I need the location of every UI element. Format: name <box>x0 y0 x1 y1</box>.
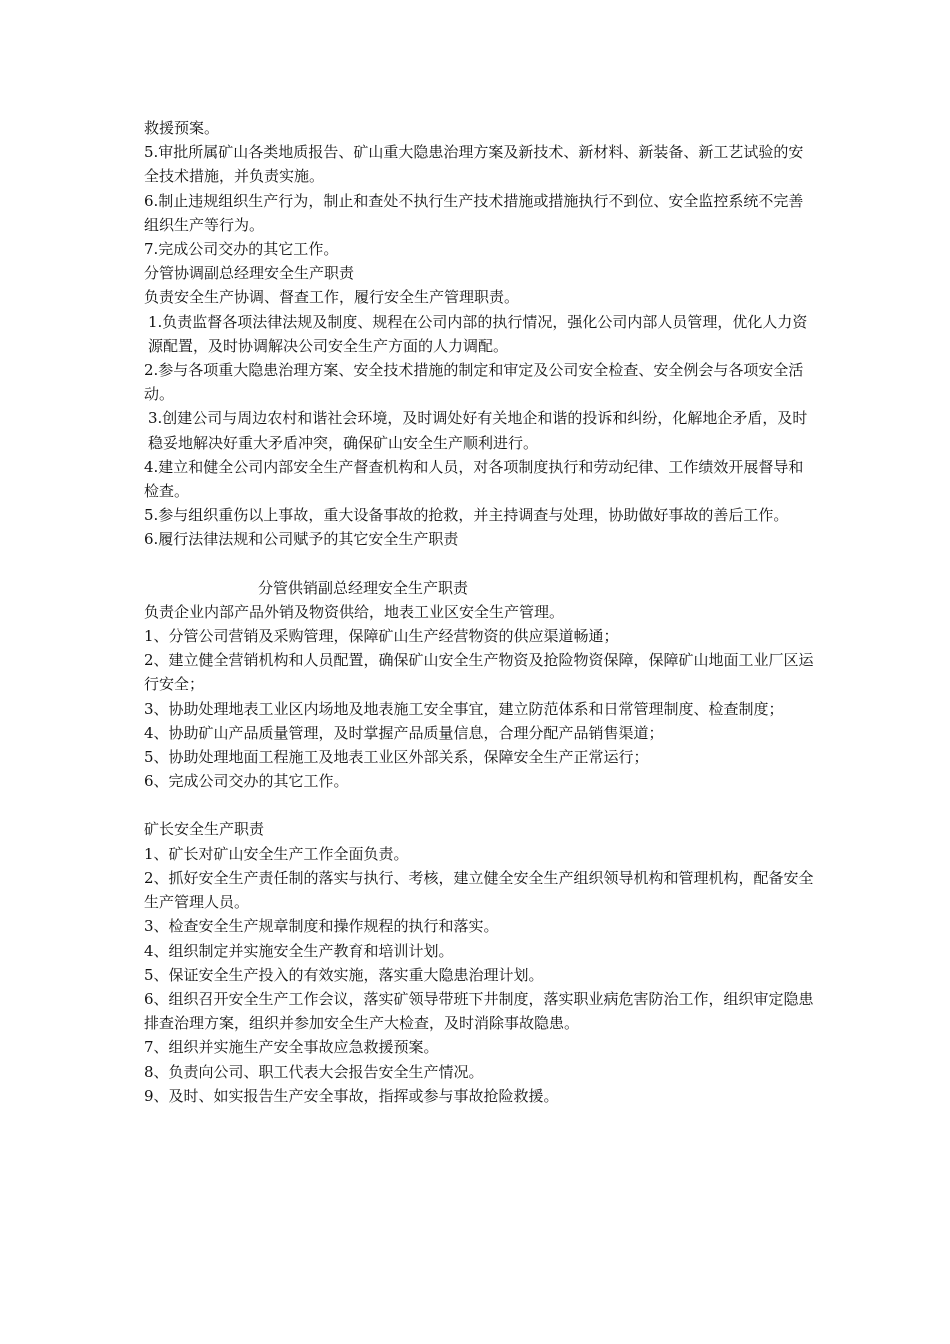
list-item: 1.负责监督各项法律法规及制度、规程在公司内部的执行情况，强化公司内部人员管理，优化人力资源配置，及时协调解决公司安全生产方面的人力调配。 <box>148 312 808 355</box>
list-item: 7、组织并实施生产安全事故应急救援预案。 <box>144 1038 439 1057</box>
list-item: 2.参与各项重大隐患治理方案、安全技术措施的制定和审定及公司安全检查、安全例会与各项安全活动。 <box>144 361 804 404</box>
list-item: 2、建立健全营销机构和人员配置，确保矿山安全生产物资及抢险物资保障，保障矿山地面工业厂区运行安全； <box>144 651 814 694</box>
list-item: 6、完成公司交办的其它工作。 <box>144 772 349 791</box>
list-item: 5、保证安全生产投入的有效实施，落实重大隐患治理计划。 <box>144 965 544 984</box>
section-title: 分管协调副总经理安全生产职责 <box>144 264 355 283</box>
section-3 <box>144 576 816 794</box>
section-1 <box>144 116 816 261</box>
list-item: 5.参与组织重伤以上事故，重大设备事故的抢救，并主持调查与处理，协助做好事故的善后工作。 <box>144 506 789 525</box>
list-item: 4.建立和健全公司内部安全生产督查机构和人员，对各项制度执行和劳动纪律、工作绩效开展督导和检查。 <box>144 457 804 501</box>
list-item: 4、协助矿山产品质量管理，及时掌握产品质量信息，合理分配产品销售渠道； <box>144 723 664 742</box>
list-item: 1、矿长对矿山安全生产工作全面负责。 <box>144 844 409 863</box>
spacer <box>144 793 816 817</box>
spacer <box>144 552 816 576</box>
document-page <box>144 116 816 1108</box>
list-item: 2、抓好安全生产责任制的落实与执行、考核，建立健全安全生产组织领导机构和管理机构，配备安全生产管理人员。 <box>144 868 814 912</box>
paragraph: 7.完成公司交办的其它工作。 <box>144 240 339 259</box>
list-item: 5、协助处理地面工程施工及地表工业区外部关系，保障安全生产正常运行； <box>144 748 649 767</box>
section-title: 矿长安全生产职责 <box>144 820 265 839</box>
list-item: 6、组织召开安全生产工作会议，落实矿领导带班下井制度，落实职业病危害防治工作，组织审定隐患排查治理方案，组织并参加安全生产大检查，及时消除事故隐患。 <box>144 989 814 1033</box>
section-2 <box>144 261 816 551</box>
paragraph: 救援预案。 <box>144 119 220 137</box>
paragraph: 5.审批所属矿山各类地质报告、矿山重大隐患治理方案及新技术、新材料、新装备、新工艺试验的安全技术措施，并负责实施。 <box>144 143 804 186</box>
section-4 <box>144 817 816 1107</box>
list-item: 1、分管公司营销及采购管理，保障矿山生产经营物资的供应渠道畅通； <box>144 627 619 646</box>
list-item: 6.履行法律法规和公司赋予的其它安全生产职责 <box>144 530 459 549</box>
section-title: 分管供销副总经理安全生产职责 <box>258 578 469 597</box>
list-item: 3、协助处理地表工业区内场地及地表施工安全事宜，建立防范体系和日常管理制度、检查制度； <box>144 699 784 718</box>
section-intro: 负责企业内部产品外销及物资供给，地表工业区安全生产管理。 <box>144 602 565 621</box>
paragraph: 6.制止违规组织生产行为，制止和查处不执行生产技术措施或措施执行不到位、安全监控系统不完善组织生产等行为。 <box>144 191 804 234</box>
list-item: 4、组织制定并实施安全生产教育和培训计划。 <box>144 941 454 960</box>
list-item: 3.创建公司与周边农村和谐社会环境，及时调处好有关地企和谐的投诉和纠纷，化解地企矛盾，及时稳妥地解决好重大矛盾冲突，确保矿山安全生产顺利进行。 <box>148 409 808 452</box>
list-item: 8、负责向公司、职工代表大会报告安全生产情况。 <box>144 1062 484 1081</box>
list-item: 3、检查安全生产规章制度和操作规程的执行和落实。 <box>144 917 499 936</box>
list-item: 9、及时、如实报告生产安全事故，指挥或参与事故抢险救援。 <box>144 1086 559 1105</box>
section-intro: 负责安全生产协调、督查工作，履行安全生产管理职责。 <box>144 288 520 307</box>
